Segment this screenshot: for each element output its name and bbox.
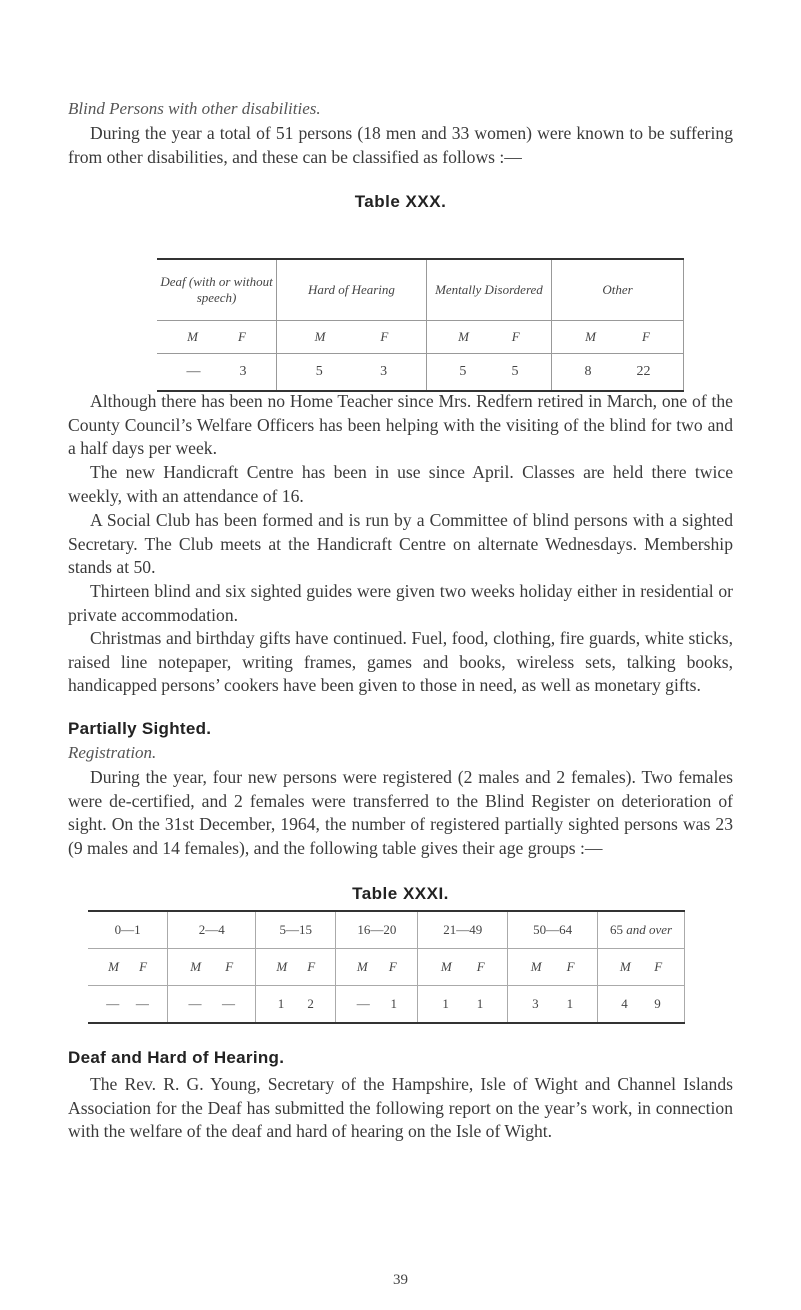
m-label: M <box>619 959 631 974</box>
cell-value: 4 <box>621 996 628 1011</box>
cell-value: 1 <box>390 996 397 1011</box>
values-deaf <box>157 354 277 392</box>
cell-value: — <box>106 996 120 1011</box>
cell-value: 2 <box>307 996 314 1011</box>
age-group-header: 2—4 <box>168 911 256 949</box>
header-hard-of-hearing: Hard of Hearing <box>277 259 427 321</box>
cell-value: 5 <box>511 364 519 379</box>
m-label: M <box>585 329 596 344</box>
paragraph-gifts: Christmas and birthday gifts have continued. Fuel, food, clothing, fire guards, white sticks, raised line notepaper, writing frames, games and books, wireless sets, talking books, handicapped persons’ cookers have been given to those in need, as well as monetary gifts. <box>68 628 733 695</box>
age-group-values <box>336 986 418 1024</box>
m-label: M <box>187 329 198 344</box>
age-group-values <box>88 986 168 1024</box>
age-group-header: 50—64 <box>508 911 598 949</box>
cell-value: — <box>186 364 201 379</box>
mf-label-deaf <box>157 321 277 354</box>
f-label: F <box>139 959 148 974</box>
m-label: M <box>440 959 452 974</box>
cell-value: 22 <box>636 364 651 379</box>
cell-value: 1 <box>277 996 285 1011</box>
mf-label-cell <box>168 949 256 986</box>
page-number: 39 <box>393 1272 408 1288</box>
age-group-values <box>168 986 256 1024</box>
f-label: F <box>388 959 397 974</box>
table-xxx-title: Table XXX. <box>354 192 447 211</box>
mf-label-cell <box>418 949 508 986</box>
cell-value: 3 <box>380 364 388 379</box>
age-group-values <box>598 986 685 1024</box>
blind-other-intro: During the year a total of 51 persons (18 men and 33 women) were known to be suffering from other disabilities, and these can be classified as follows :— <box>68 123 733 167</box>
cell-value: 3 <box>532 996 539 1011</box>
partially-sighted-paragraph: During the year, four new persons were registered (2 males and 2 females). Two females were de-certified, and 2 females were transferred to the Blind Register on deterioration of sight. On the 31st December, 1964, the number of registered partially sighted persons was 23 (9 males and 14 females), and the following table gives their age groups :— <box>68 767 733 858</box>
table-xxxi-title: Table XXXI. <box>352 884 449 903</box>
paragraph-handicraft-centre: The new Handicraft Centre has been in use since April. Classes are held there twice weekly, with an attendance of 16. <box>68 462 733 506</box>
cell-value: 1 <box>476 996 484 1011</box>
age-group-header: 21—49 <box>418 911 508 949</box>
paragraph-home-teacher: Although there has been no Home Teacher since Mrs. Redfern retired in March, one of the County Council’s Welfare Officers has been helping with the visiting of the blind for two and a half days per week. <box>68 391 733 458</box>
age-group-header: 16—20 <box>336 911 418 949</box>
f-label: F <box>511 329 520 344</box>
mf-label-hard <box>277 321 427 354</box>
cell-value: — <box>356 996 370 1011</box>
partially-sighted-heading: Partially Sighted. <box>68 719 212 738</box>
cell-value: 1 <box>566 996 574 1011</box>
m-label: M <box>276 959 288 974</box>
paragraph-social-club: A Social Club has been formed and is run by a Committee of blind persons with a sighted Secretary. The Club meets at the Handicraft Centre on alternate Wednesdays. Membership stands at 50. <box>68 510 733 577</box>
table-xxx <box>157 258 684 392</box>
age-group-header: 65 and over <box>598 911 685 949</box>
m-label: M <box>356 959 368 974</box>
m-label: M <box>530 959 542 974</box>
header-mentally-disordered: Mentally Disordered <box>426 259 551 321</box>
age-group-header: 0—1 <box>88 911 168 949</box>
f-label: F <box>476 959 485 974</box>
age-group-values <box>256 986 336 1024</box>
f-label: F <box>642 329 650 344</box>
mf-label-cell <box>88 949 168 986</box>
f-label: F <box>225 959 234 974</box>
m-label: M <box>190 959 202 974</box>
age-group-values <box>508 986 598 1024</box>
cell-value: 5 <box>459 364 467 379</box>
header-deaf: Deaf (with or without speech) <box>157 259 277 321</box>
cell-value: 5 <box>315 364 323 379</box>
m-label: M <box>314 329 326 344</box>
cell-value: — <box>221 996 235 1011</box>
mf-label-cell <box>598 949 685 986</box>
deaf-hard-heading: Deaf and Hard of Hearing. <box>68 1048 285 1067</box>
cell-value: 8 <box>584 364 592 379</box>
mf-label-other <box>552 321 684 354</box>
table-xxxi <box>88 910 685 1024</box>
f-label: F <box>654 959 663 974</box>
age-group-values <box>418 986 508 1024</box>
f-label: F <box>238 329 246 344</box>
m-label: M <box>458 329 470 344</box>
paragraph-holiday: Thirteen blind and six sighted guides were given two weeks holiday either in residential or private accommodation. <box>68 581 733 625</box>
mf-label-cell <box>508 949 598 986</box>
cell-value: — <box>135 996 149 1011</box>
values-hard <box>277 354 427 392</box>
blind-other-subheading: Blind Persons with other disabilities. <box>68 99 321 118</box>
m-label: M <box>108 959 119 974</box>
cell-value: 1 <box>442 996 449 1011</box>
f-label: F <box>380 329 389 344</box>
values-other <box>552 354 684 392</box>
registration-subheading: Registration. <box>68 743 157 762</box>
age-group-header: 5—15 <box>256 911 336 949</box>
mf-label-cell <box>256 949 336 986</box>
f-label: F <box>307 959 316 974</box>
mf-label-cell <box>336 949 418 986</box>
cell-value: — <box>188 996 202 1011</box>
deaf-hard-paragraph: The Rev. R. G. Young, Secretary of the Hampshire, Isle of Wight and Channel Islands Association for the Deaf has submitted the following report on the year’s work, in connection with the welfare of the deaf and hard of hearing on the Isle of Wight. <box>68 1074 733 1141</box>
cell-value: 9 <box>654 996 661 1011</box>
cell-value: 3 <box>239 364 247 379</box>
f-label: F <box>566 959 575 974</box>
mf-label-mental <box>426 321 551 354</box>
header-other: Other <box>552 259 684 321</box>
values-mental <box>426 354 551 392</box>
